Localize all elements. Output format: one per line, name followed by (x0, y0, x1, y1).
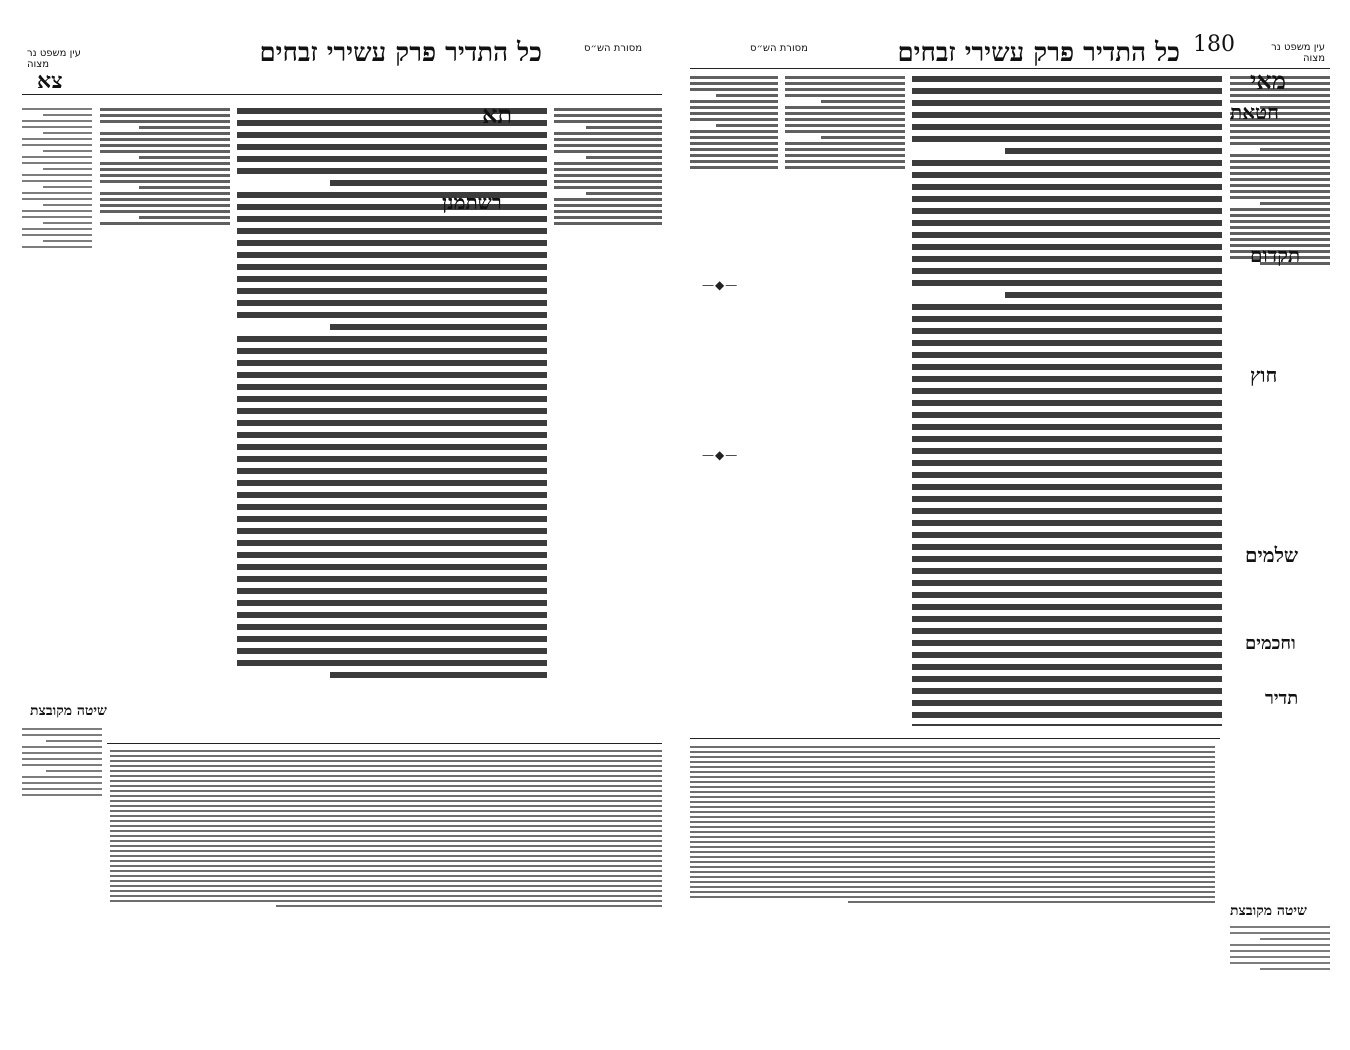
right-page (690, 32, 1330, 1023)
right-header-rule (690, 68, 1330, 69)
right-header-note: מסורת הש״ס (750, 43, 808, 54)
left-margin-top: עין משפט נר מצוה (27, 48, 81, 70)
right-folio: 180 (1193, 32, 1235, 57)
left-page (22, 38, 662, 1023)
right-inset-word-5: שלמים (1245, 543, 1299, 567)
right-bottom-rule (690, 738, 1220, 739)
right-inset-word-7: תדיר (1265, 688, 1299, 709)
left-section-heading: שיטה מקובצת (30, 703, 107, 719)
right-inset-word-4: חוץ (1250, 363, 1278, 387)
right-ornament-2: —◆— (702, 448, 739, 462)
left-running-header: כל התדיר פרק עשירי זבחים (259, 38, 542, 68)
right-main-text (912, 76, 1222, 726)
left-outer-margin (22, 108, 92, 668)
right-inset-word-2: חטאת (1230, 100, 1279, 124)
left-shita-column (22, 728, 102, 1008)
left-bottom-rule (107, 743, 662, 744)
right-inset-word-3: תקדום (1250, 243, 1301, 267)
left-folio: צא (37, 68, 63, 94)
right-tosafot-column (690, 76, 778, 726)
left-inset-word-1: תא (482, 100, 513, 129)
right-rashi-column (785, 76, 905, 726)
right-bottom-commentary (690, 746, 1215, 1011)
right-running-header: כל התדיר פרק עשירי זבחים (897, 38, 1180, 68)
right-ornament-1: —◆— (702, 278, 739, 292)
left-header-note: מסורת הש״ס (584, 43, 642, 54)
right-inset-word-1: מאי (1250, 66, 1286, 95)
left-bottom-commentary (110, 750, 662, 1020)
left-inset-word-2: רשתמנן (442, 190, 502, 214)
right-shita-column (1230, 926, 1330, 1016)
right-inner-column (1230, 76, 1330, 896)
right-section-heading: שיטה מקובצת (1230, 903, 1307, 919)
right-inset-word-6: וחכמים (1245, 633, 1296, 654)
right-margin-top: עין משפט נר מצוה (1271, 42, 1325, 64)
left-tosafot-column (100, 108, 230, 708)
left-header-rule (22, 94, 662, 95)
left-rashi-column (554, 108, 662, 733)
